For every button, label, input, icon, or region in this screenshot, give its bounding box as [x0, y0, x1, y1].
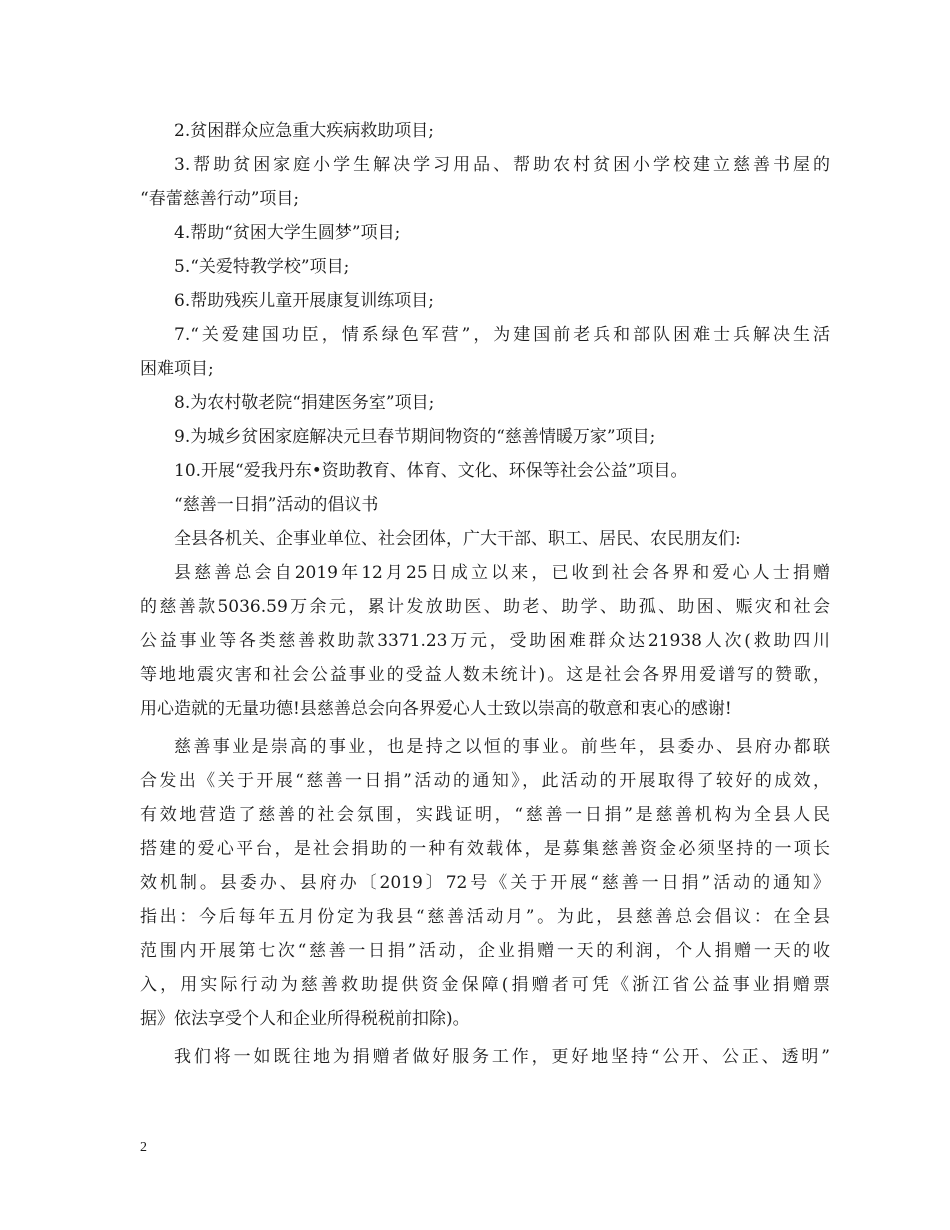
text-line: 困难项目;: [140, 359, 214, 379]
text-line: 7.“关爱建国功臣，情系绿色军营”，为建国前老兵和部队困难士兵解决生活: [174, 325, 830, 345]
text-line: 指出：今后每年五月份定为我县“慈善活动月”。为此，县慈善总会倡议：在全县: [140, 907, 830, 927]
text-line: 等地地震灾害和社会公益事业的受益人数未统计)。这是社会各界用爱谱写的赞歌，: [140, 665, 830, 685]
text-line: 据》依法享受个人和企业所得税税前扣除)。: [140, 1009, 470, 1029]
text-line: 全县各机关、企事业单位、社会团体，广大干部、职工、居民、农民朋友们:: [174, 529, 741, 549]
text-line: 3.帮助贫困家庭小学生解决学习用品、帮助农村贫困小学校建立慈善书屋的: [174, 155, 830, 175]
text-line: 我们将一如既往地为捐赠者做好服务工作，更好地坚持“公开、公正、透明”: [174, 1047, 830, 1067]
document-body: [140, 114, 830, 1074]
text-line: 用心造就的无量功德!县慈善总会向各界爱心人士致以崇高的敬意和衷心的感谢!: [140, 699, 732, 719]
text-line: 范围内开展第七次“慈善一日捐”活动，企业捐赠一天的利润，个人捐赠一天的收: [140, 941, 830, 961]
text-line: 5.“关爱特教学校”项目;: [174, 257, 350, 277]
text-line: 搭建的爱心平台，是社会捐助的一种有效载体，是募集慈善资金必须坚持的一项长: [140, 839, 830, 859]
text-line: 公益事业等各类慈善救助款3371.23万元，受助困难群众达21938人次(救助四川: [140, 631, 830, 651]
text-line: 8.为农村敬老院“捐建医务室”项目;: [174, 393, 435, 413]
text-line: 10.开展“爱我丹东•资助教育、体育、文化、环保等社会公益”项目。: [174, 461, 688, 481]
text-line: 效机制。县委办、县府办〔2019〕72号《关于开展“慈善一日捐”活动的通知》: [140, 873, 830, 893]
text-line: “慈善一日捐”活动的倡议书: [174, 495, 379, 515]
text-line: 入，用实际行动为慈善救助提供资金保障(捐赠者可凭《浙江省公益事业捐赠票: [140, 975, 830, 995]
text-line: 的慈善款5036.59万余元，累计发放助医、助老、助学、助孤、助困、赈灾和社会: [140, 597, 830, 617]
text-line: 县慈善总会自2019年12月25日成立以来，已收到社会各界和爱心人士捐赠: [174, 563, 830, 583]
text-line: 6.帮助残疾儿童开展康复训练项目;: [174, 291, 434, 311]
page-number: 2: [140, 1140, 147, 1155]
text-line: 4.帮助“贫困大学生圆梦”项目;: [174, 223, 401, 243]
text-line: “春蕾慈善行动”项目;: [140, 189, 300, 209]
text-line: 2.贫困群众应急重大疾病救助项目;: [174, 121, 434, 141]
text-line: 9.为城乡贫困家庭解决元旦春节期间物资的“慈善情暖万家”项目;: [174, 427, 656, 447]
text-line: 合发出《关于开展“慈善一日捐”活动的通知》，此活动的开展取得了较好的成效，: [140, 771, 830, 791]
text-line: 有效地营造了慈善的社会氛围，实践证明，“慈善一日捐”是慈善机构为全县人民: [140, 805, 830, 825]
text-line: 慈善事业是崇高的事业，也是持之以恒的事业。前些年，县委办、县府办都联: [174, 737, 830, 757]
